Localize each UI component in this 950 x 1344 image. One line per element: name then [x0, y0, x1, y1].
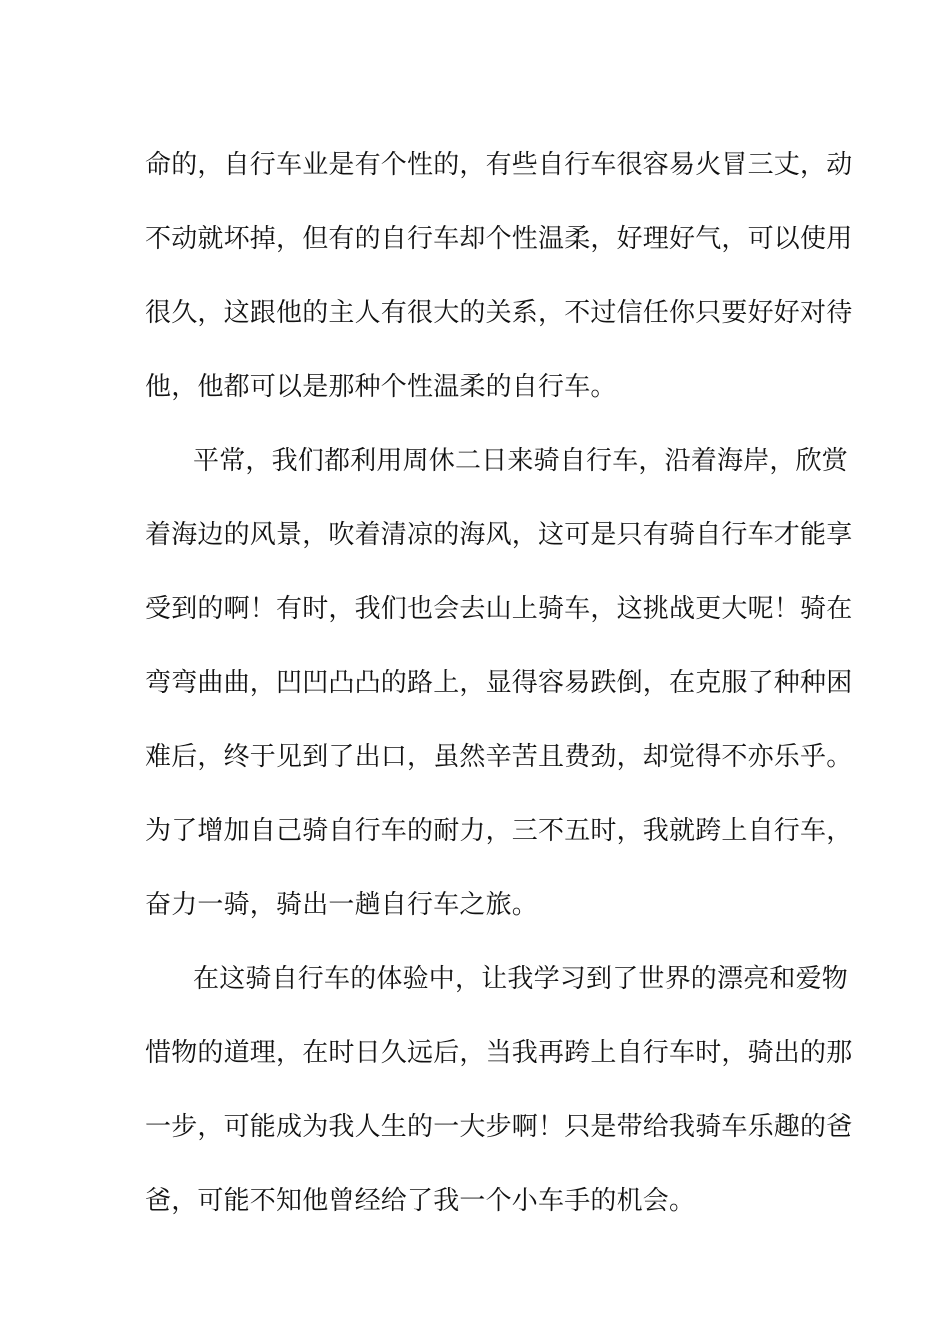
text-line: 弯弯曲曲，凹凹凸凸的路上，显得容易跌倒，在克服了种种困: [145, 668, 853, 698]
text-line: 惜物的道理，在时日久远后，当我再跨上自行车时，骑出的那: [145, 1038, 853, 1068]
text-line: 难后，终于见到了出口，虽然辛苦且费劲，却觉得不亦乐乎。: [145, 742, 853, 772]
text-line: 一步，可能成为我人生的一大步啊！只是带给我骑车乐趣的爸: [145, 1112, 853, 1142]
text-line: 命的，自行车业是有个性的，有些自行车很容易火冒三丈，动: [145, 150, 853, 180]
text-line: 不动就坏掉，但有的自行车却个性温柔，好理好气，可以使用: [145, 224, 853, 254]
text-line: 为了增加自己骑自行车的耐力，三不五时，我就跨上自行车，: [145, 816, 853, 846]
text-line: 很久，这跟他的主人有很大的关系，不过信任你只要好好对待: [145, 298, 853, 328]
text-line: 受到的啊！有时，我们也会去山上骑车，这挑战更大呢！骑在: [145, 594, 853, 624]
text-line: 他，他都可以是那种个性温柔的自行车。: [145, 372, 617, 402]
paragraph-2: [145, 424, 853, 942]
paragraph-1: [145, 128, 853, 424]
text-line: 爸，可能不知他曾经给了我一个小车手的机会。: [145, 1186, 696, 1216]
body-text: [145, 128, 853, 1238]
paragraph-3: [145, 942, 853, 1238]
text-line: 在这骑自行车的体验中，让我学习到了世界的漂亮和爱物: [193, 964, 849, 994]
text-line: 奋力一骑，骑出一趟自行车之旅。: [145, 890, 539, 920]
text-line: 着海边的风景，吹着清凉的海风，这可是只有骑自行车才能享: [145, 520, 853, 550]
text-line: 平常，我们都利用周休二日来骑自行车，沿着海岸，欣赏: [193, 446, 849, 476]
